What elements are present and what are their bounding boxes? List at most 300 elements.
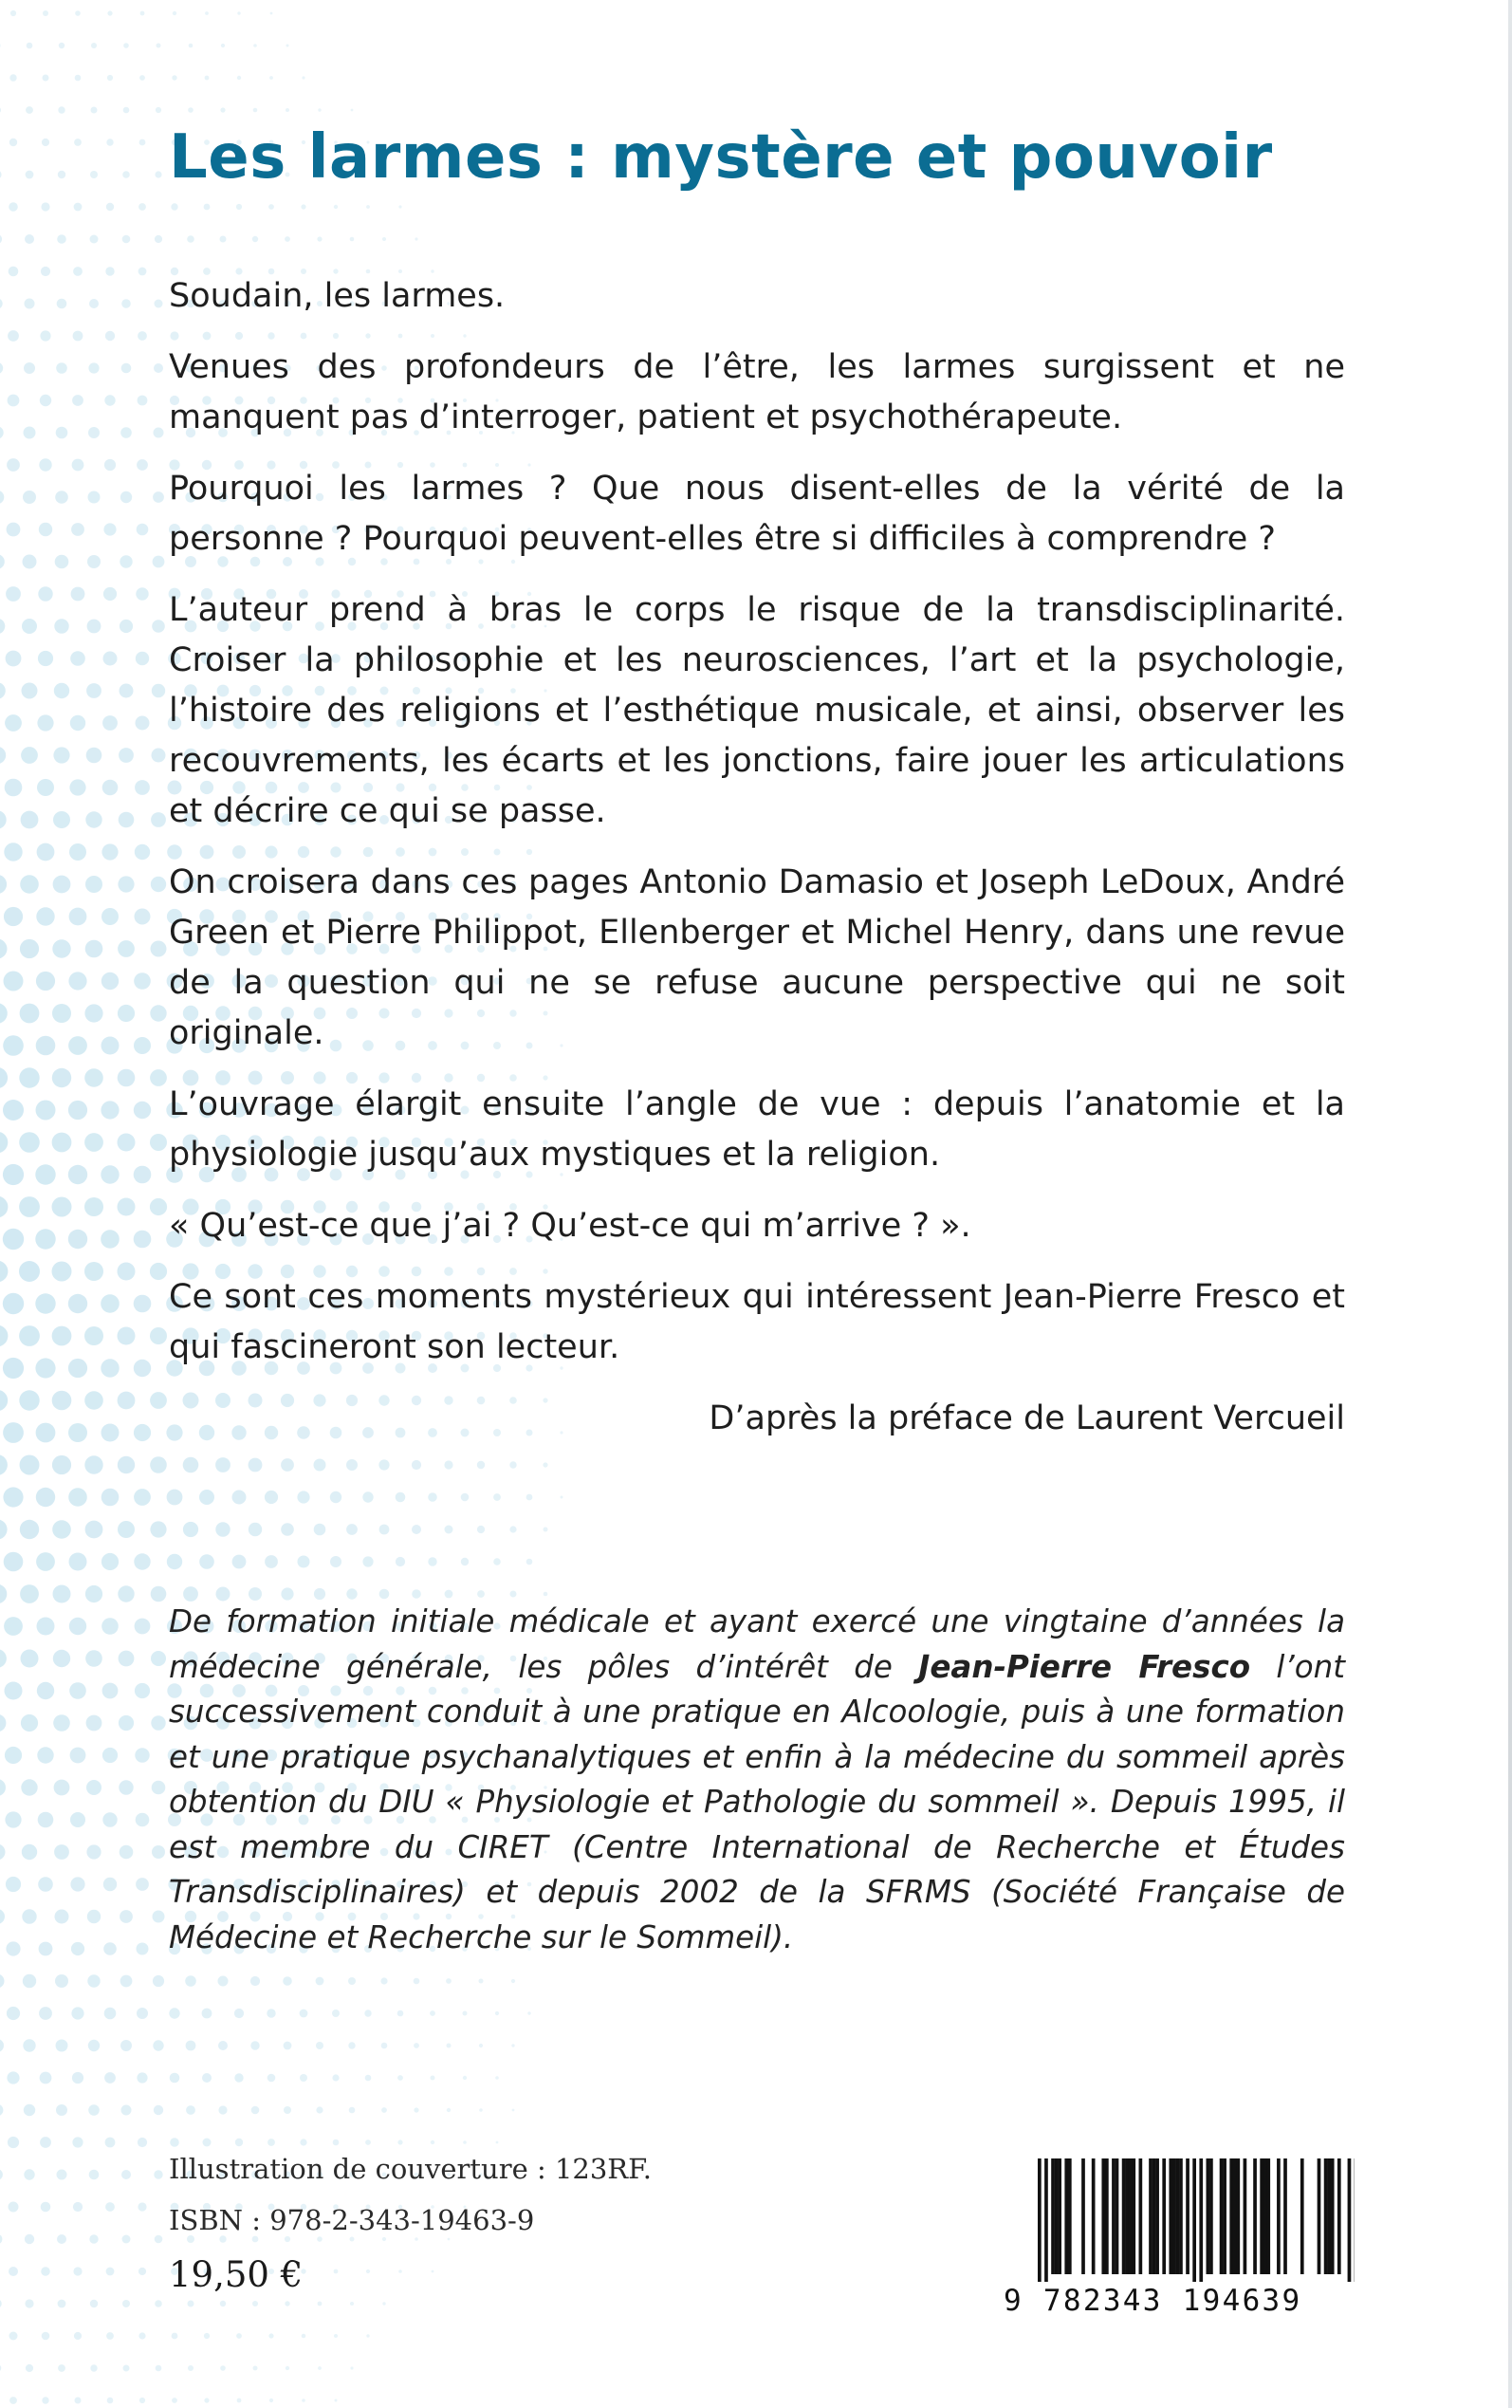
barcode-bar xyxy=(1233,2158,1237,2274)
pattern-dot xyxy=(430,2010,435,2016)
pattern-dot xyxy=(121,2105,132,2116)
pattern-dot xyxy=(362,1491,373,1502)
barcode-bar xyxy=(1179,2158,1183,2274)
pattern-dot xyxy=(152,1845,165,1859)
pattern-dot xyxy=(479,1979,484,1984)
summary-paragraph: L’auteur prend à bras le corps le risque de la transdisciplinarité. Croiser la philosophie et les neurosciences, l’art et la psychologie, l’histoire des religions et l’esthétique musicale, et ainsi, observer les recouvrements, les écarts et les jonctions, faire jouer les articulations et décrire ce qui se passe. xyxy=(169,591,1345,830)
pattern-dot xyxy=(138,2268,146,2275)
pattern-dot xyxy=(20,1004,40,1024)
pattern-dot xyxy=(121,363,132,374)
pattern-dot xyxy=(5,714,22,732)
pattern-dot xyxy=(221,44,225,47)
pattern-dot xyxy=(7,2071,19,2084)
pattern-dot xyxy=(71,523,84,536)
pattern-dot xyxy=(118,1392,136,1410)
pattern-dot xyxy=(167,1554,182,1569)
pattern-dot xyxy=(334,205,338,209)
pattern-dot xyxy=(447,2108,451,2112)
pattern-dot xyxy=(134,1489,151,1506)
pattern-dot xyxy=(106,2332,114,2340)
pattern-dot xyxy=(22,1844,37,1860)
pattern-dot xyxy=(75,10,81,16)
pattern-dot xyxy=(88,2040,100,2051)
pattern-dot xyxy=(120,2040,132,2051)
pattern-dot xyxy=(431,2076,435,2081)
pattern-dot xyxy=(151,1715,165,1730)
pattern-dot xyxy=(21,747,38,764)
pattern-dot xyxy=(150,1327,167,1344)
pattern-dot xyxy=(38,586,52,601)
pattern-dot xyxy=(138,203,146,211)
pattern-dot xyxy=(37,779,54,796)
pattern-dot xyxy=(3,1229,24,1250)
pattern-dot xyxy=(19,1325,40,1346)
pattern-dot xyxy=(9,2202,19,2213)
pattern-dot xyxy=(204,2398,209,2402)
pattern-dot xyxy=(0,43,1,49)
pattern-dot xyxy=(298,1556,310,1568)
pattern-dot xyxy=(19,1067,39,1087)
pattern-dot xyxy=(0,747,6,764)
pattern-dot xyxy=(19,1196,40,1217)
pattern-dot xyxy=(463,2140,467,2144)
pattern-dot xyxy=(477,1590,485,1598)
pattern-dot xyxy=(68,1423,87,1442)
pattern-dot xyxy=(495,2011,499,2015)
pattern-dot xyxy=(102,780,119,796)
pattern-dot xyxy=(90,2364,97,2371)
pattern-dot xyxy=(86,748,102,764)
pattern-dot xyxy=(54,1780,70,1796)
pattern-dot xyxy=(103,587,117,601)
pattern-dot xyxy=(350,237,355,242)
pattern-dot xyxy=(0,1067,8,1088)
pattern-dot xyxy=(156,107,161,113)
pattern-dot xyxy=(189,44,194,48)
barcode-bar xyxy=(1038,2158,1042,2282)
pattern-dot xyxy=(26,106,33,114)
pattern-dot xyxy=(88,427,100,438)
barcode-bar xyxy=(1324,2158,1328,2274)
pattern-dot xyxy=(53,1714,70,1732)
barcode-bar xyxy=(1327,2158,1331,2274)
barcode-bar xyxy=(1068,2158,1072,2274)
pattern-dot xyxy=(137,524,149,536)
pattern-dot xyxy=(118,1521,135,1538)
pattern-dot xyxy=(91,43,97,48)
pattern-dot xyxy=(150,1392,167,1409)
pattern-dot xyxy=(0,106,1,114)
pattern-dot xyxy=(119,1651,135,1667)
pattern-dot xyxy=(26,171,34,179)
pattern-dot xyxy=(86,1780,101,1795)
pattern-dot xyxy=(37,1682,54,1699)
pattern-dot xyxy=(334,2334,338,2338)
pattern-dot xyxy=(57,299,67,309)
pattern-dot xyxy=(25,2299,33,2307)
pattern-dot xyxy=(72,459,84,472)
pattern-dot xyxy=(21,1650,39,1668)
pattern-dot xyxy=(123,107,130,114)
pattern-dot xyxy=(105,331,115,341)
pattern-dot xyxy=(52,1068,71,1087)
pattern-dot xyxy=(397,2010,404,2017)
summary-block xyxy=(169,271,1345,1465)
pattern-dot xyxy=(101,1165,119,1183)
barcode-bar xyxy=(1051,2158,1055,2274)
pattern-dot xyxy=(153,556,165,568)
summary-paragraph: L’ouvrage élargit ensuite l’angle de vue : depuis l’anatomie et la physiologie jusqu’aux mystiques et la religion. xyxy=(169,1085,1345,1174)
pattern-dot xyxy=(186,2041,196,2051)
price: 19,50 € xyxy=(169,2254,304,2295)
pattern-dot xyxy=(69,843,86,861)
pattern-dot xyxy=(6,651,22,667)
pattern-dot xyxy=(22,619,37,634)
pattern-dot xyxy=(55,1910,69,1924)
pattern-dot xyxy=(3,1293,24,1314)
pattern-dot xyxy=(84,1326,103,1345)
pattern-dot xyxy=(7,2007,20,2020)
pattern-dot xyxy=(138,331,147,341)
pattern-dot xyxy=(0,1909,5,1924)
pattern-dot xyxy=(54,619,68,633)
pattern-dot xyxy=(3,1035,24,1056)
pattern-dot xyxy=(234,2009,244,2018)
pattern-dot xyxy=(364,2010,371,2016)
pattern-dot xyxy=(7,523,21,537)
pattern-dot xyxy=(90,235,99,244)
pattern-dot xyxy=(87,1974,100,1987)
pattern-dot xyxy=(187,235,194,243)
pattern-dot xyxy=(56,2104,67,2116)
pattern-dot xyxy=(21,1779,37,1795)
summary-paragraph: Soudain, les larmes. xyxy=(169,277,506,315)
pattern-dot xyxy=(85,1650,102,1667)
pattern-dot xyxy=(495,2076,499,2080)
pattern-dot xyxy=(268,2333,273,2338)
pattern-dot xyxy=(74,203,83,212)
pattern-dot xyxy=(19,1261,40,1282)
barcode-bar xyxy=(1044,2158,1048,2282)
pattern-dot xyxy=(70,715,85,731)
pattern-dot xyxy=(138,396,148,406)
pattern-dot xyxy=(0,2104,3,2117)
pattern-dot xyxy=(284,2042,292,2050)
pattern-dot xyxy=(71,587,85,602)
pattern-dot xyxy=(91,107,98,114)
pattern-dot xyxy=(26,2364,33,2372)
pattern-dot xyxy=(38,651,53,666)
pattern-dot xyxy=(366,2269,370,2273)
pattern-dot xyxy=(107,10,112,15)
pattern-dot xyxy=(0,682,6,699)
pattern-dot xyxy=(136,1878,149,1891)
pattern-dot xyxy=(74,2332,82,2340)
pattern-dot xyxy=(366,205,370,209)
pattern-dot xyxy=(414,1978,420,1985)
pattern-dot xyxy=(137,459,148,471)
pattern-dot xyxy=(137,2008,148,2019)
pattern-dot xyxy=(220,2365,226,2371)
pattern-dot xyxy=(134,1231,152,1249)
pattern-dot xyxy=(493,1558,501,1565)
pattern-dot xyxy=(0,619,5,635)
pattern-dot xyxy=(463,2076,467,2080)
pattern-dot xyxy=(335,2399,338,2402)
pattern-dot xyxy=(75,2398,82,2404)
pattern-dot xyxy=(118,1263,136,1281)
pattern-dot xyxy=(105,2138,116,2148)
pattern-dot xyxy=(84,1133,103,1152)
book-title: Les larmes : mystère et pouvoir xyxy=(169,122,1273,193)
pattern-dot xyxy=(153,2040,163,2050)
barcode-bar xyxy=(1263,2158,1267,2274)
pattern-dot xyxy=(151,812,166,827)
pattern-dot xyxy=(300,2139,306,2145)
pattern-dot xyxy=(381,2043,388,2049)
pattern-dot xyxy=(27,43,33,49)
pattern-dot xyxy=(151,1586,167,1602)
pattern-dot xyxy=(9,2397,17,2404)
pattern-dot xyxy=(103,523,116,535)
pattern-dot xyxy=(4,1552,24,1572)
pattern-dot xyxy=(23,555,37,569)
pattern-dot xyxy=(135,780,150,795)
pattern-dot xyxy=(69,1682,86,1699)
pattern-dot xyxy=(20,875,39,894)
pattern-dot xyxy=(75,75,82,82)
pattern-dot xyxy=(58,2364,65,2372)
pattern-dot xyxy=(120,1845,134,1860)
barcode-bar xyxy=(1139,2158,1143,2274)
pattern-dot xyxy=(139,75,145,81)
pattern-dot xyxy=(0,1325,8,1347)
pattern-dot xyxy=(101,1101,119,1119)
pattern-dot xyxy=(101,1294,120,1313)
pattern-dot xyxy=(52,1455,71,1474)
pattern-dot xyxy=(87,1910,101,1923)
pattern-dot xyxy=(156,2365,162,2372)
pattern-dot xyxy=(135,1619,151,1635)
pattern-dot xyxy=(68,1488,87,1507)
pattern-dot xyxy=(153,1911,165,1923)
pattern-dot xyxy=(120,555,132,567)
pattern-dot xyxy=(24,427,36,439)
pattern-dot xyxy=(35,1164,55,1184)
pattern-dot xyxy=(153,491,164,503)
pattern-dot xyxy=(122,2235,131,2244)
pattern-dot xyxy=(0,1584,7,1604)
pattern-dot xyxy=(249,1587,262,1601)
pattern-dot xyxy=(396,1557,405,1566)
pattern-dot xyxy=(3,1358,24,1379)
pattern-dot xyxy=(0,2234,2,2245)
pattern-dot xyxy=(479,2044,483,2047)
pattern-dot xyxy=(36,1488,55,1507)
pattern-dot xyxy=(24,2104,35,2116)
pattern-dot xyxy=(432,2270,434,2273)
pattern-dot xyxy=(268,204,274,210)
pattern-dot xyxy=(52,1133,72,1153)
pattern-dot xyxy=(382,2302,385,2305)
pattern-dot xyxy=(71,2007,83,2019)
barcode-bar xyxy=(1149,2158,1152,2274)
pattern-dot xyxy=(85,940,103,958)
barcode-bar xyxy=(1112,2158,1116,2274)
pattern-dot xyxy=(0,1196,8,1218)
pattern-dot xyxy=(36,1552,55,1571)
pattern-dot xyxy=(119,1780,133,1794)
pattern-dot xyxy=(544,1592,548,1597)
pattern-dot xyxy=(107,75,113,81)
pattern-dot xyxy=(84,1004,102,1022)
pattern-dot xyxy=(102,1812,117,1826)
pattern-dot xyxy=(55,555,69,569)
pattern-dot xyxy=(0,1454,8,1475)
pattern-dot xyxy=(3,1422,24,1443)
pattern-dot xyxy=(220,236,227,243)
pattern-dot xyxy=(140,11,145,16)
pattern-dot xyxy=(88,362,99,373)
pattern-dot xyxy=(56,427,68,439)
pattern-dot xyxy=(118,1198,136,1216)
pattern-dot xyxy=(139,2398,145,2403)
pattern-dot xyxy=(42,2332,50,2341)
pattern-dot xyxy=(155,2235,163,2244)
pattern-dot xyxy=(70,1877,84,1891)
pattern-dot xyxy=(527,2011,530,2014)
pattern-dot xyxy=(118,940,135,957)
pattern-dot xyxy=(38,1812,54,1828)
pattern-dot xyxy=(0,810,7,828)
pattern-dot xyxy=(154,428,164,438)
pattern-dot xyxy=(169,2008,179,2018)
pattern-dot xyxy=(461,1558,469,1565)
pattern-dot xyxy=(265,1491,278,1504)
barcode-bar xyxy=(1266,2158,1270,2274)
pattern-dot xyxy=(5,779,23,797)
pattern-dot xyxy=(52,1004,71,1023)
pattern-dot xyxy=(154,2105,163,2115)
pattern-dot xyxy=(252,2301,258,2306)
pattern-dot xyxy=(53,811,70,828)
barcode-bar xyxy=(1260,2158,1263,2274)
pattern-dot xyxy=(544,1528,548,1532)
pattern-dot xyxy=(123,2365,130,2372)
pattern-dot xyxy=(35,1293,55,1313)
barcode-bar xyxy=(1337,2158,1341,2274)
pattern-dot xyxy=(38,1877,53,1892)
pattern-dot xyxy=(167,1490,183,1506)
pattern-dot xyxy=(412,1525,421,1534)
pattern-dot xyxy=(36,972,55,991)
pattern-dot xyxy=(561,1496,563,1499)
pattern-dot xyxy=(0,298,3,308)
barcode-bar xyxy=(1253,2158,1257,2274)
barcode-bar xyxy=(1209,2158,1213,2274)
pattern-dot xyxy=(53,1650,70,1667)
pattern-dot xyxy=(253,2366,258,2371)
pattern-dot xyxy=(21,811,39,829)
summary-paragraph: « Qu’est-ce que j’ai ? Qu’est-ce qui m’arrive ? ». xyxy=(169,1207,971,1245)
pattern-dot xyxy=(186,2105,195,2115)
pattern-dot xyxy=(0,1649,7,1668)
pattern-dot xyxy=(25,234,34,244)
pattern-dot xyxy=(447,2044,452,2048)
pattern-dot xyxy=(136,587,148,600)
pattern-dot xyxy=(89,2234,98,2243)
author-bio-rest: l’ont successivement conduit à une pratique en Alcoologie, puis à une formation et une pratique psychanalytiques et enfin à la médecine du sommeil après obtention du DIU « Physiologie et Pathologie du sommeil ». Depuis 1995, il est membre du CIRET (Centre International de Recherche et Études Transdisciplinaires) et depuis 2002 de la SFRMS (Société Française de Médecine et Recherche sur le Sommeil). xyxy=(169,1648,1345,1955)
pattern-dot xyxy=(511,1979,515,1983)
pattern-dot xyxy=(398,2269,402,2273)
barcode-bar xyxy=(1169,2158,1172,2274)
barcode-bar xyxy=(1129,2158,1133,2274)
pattern-dot xyxy=(199,1554,214,1569)
pattern-dot xyxy=(135,844,150,860)
pattern-dot xyxy=(20,939,39,958)
pattern-dot xyxy=(512,2109,515,2112)
pattern-dot xyxy=(0,1261,8,1283)
pattern-dot xyxy=(253,44,257,47)
pattern-dot xyxy=(9,74,16,81)
pattern-dot xyxy=(152,684,165,697)
barcode-bar xyxy=(1220,2158,1224,2274)
pattern-dot xyxy=(90,171,98,178)
pattern-dot xyxy=(151,877,166,892)
pattern-dot xyxy=(232,1491,247,1505)
pattern-dot xyxy=(428,1557,436,1565)
pattern-dot xyxy=(477,1526,485,1533)
pattern-dot xyxy=(5,1682,23,1700)
pattern-dot xyxy=(265,1555,278,1568)
pattern-dot xyxy=(414,2107,418,2112)
pattern-dot xyxy=(188,2365,194,2371)
barcode-bar xyxy=(1199,2158,1203,2282)
barcode-bar xyxy=(1105,2158,1109,2274)
pattern-dot xyxy=(101,1230,120,1249)
pattern-dot xyxy=(68,1230,87,1249)
barcode-bar xyxy=(1300,2158,1304,2274)
pattern-dot xyxy=(122,2300,130,2307)
pattern-dot xyxy=(134,1166,152,1184)
pattern-dot xyxy=(150,1198,167,1215)
pattern-dot xyxy=(23,491,36,504)
pattern-dot xyxy=(250,2041,259,2049)
pattern-dot xyxy=(101,1489,120,1507)
pattern-dot xyxy=(118,1585,134,1602)
pattern-dot xyxy=(381,2107,387,2113)
barcode-bar xyxy=(1081,2158,1085,2274)
pattern-dot xyxy=(39,2007,52,2020)
pattern-dot xyxy=(103,1878,117,1891)
pattern-dot xyxy=(249,1523,262,1536)
pattern-dot xyxy=(183,1522,198,1537)
pattern-dot xyxy=(52,1391,72,1411)
pattern-dot xyxy=(346,1588,357,1599)
pattern-dot xyxy=(267,2074,276,2083)
isbn: ISBN : 978-2-343-19463-9 xyxy=(169,2204,535,2236)
pattern-dot xyxy=(10,10,16,16)
pattern-dot xyxy=(68,1359,87,1378)
pattern-dot xyxy=(155,2300,162,2307)
pattern-dot xyxy=(101,1424,120,1442)
pattern-dot xyxy=(123,43,129,48)
pattern-dot xyxy=(39,523,52,536)
barcode-bar xyxy=(1064,2158,1068,2274)
pattern-dot xyxy=(0,1779,6,1796)
pattern-dot xyxy=(397,2075,403,2081)
summary-paragraph: On croisera dans ces pages Antonio Damasio et Joseph LeDoux, André Green et Pierre Philippot, Ellenberger et Michel Henry, dans une revue de la question qui ne se refuse aucune perspective qui ne soit originale. xyxy=(169,863,1345,1052)
